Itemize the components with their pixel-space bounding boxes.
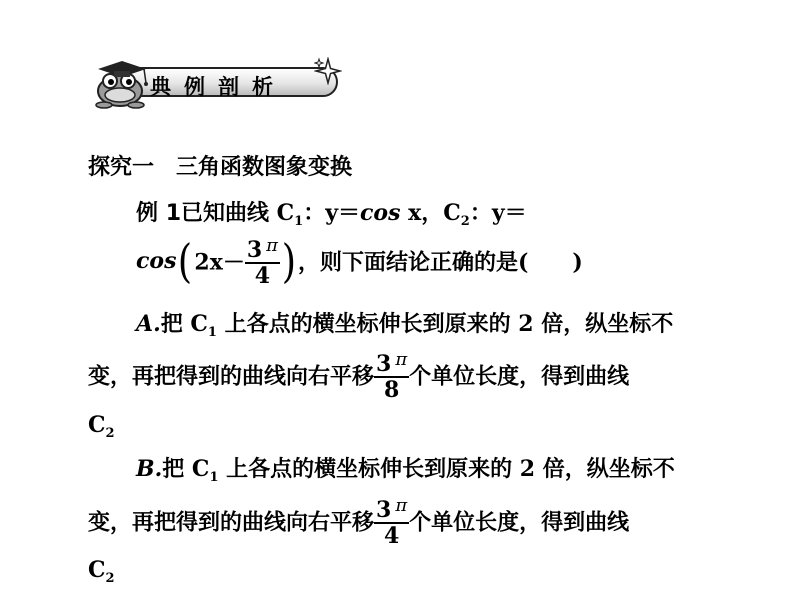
- left-paren: (: [178, 234, 193, 288]
- option-a-frac-den: 8: [383, 377, 400, 403]
- option-b-line-3: [88, 557, 115, 586]
- section-banner: [86, 57, 338, 109]
- c2-rest: ：y＝: [469, 200, 527, 226]
- option-a-pi: π: [395, 349, 408, 370]
- option-b-line-2: [88, 494, 629, 548]
- option-b-frac-num: 3: [376, 497, 392, 523]
- option-a-c2: C: [88, 412, 106, 438]
- c2-subscript: 2: [460, 214, 470, 229]
- option-a-text-1a: 把 C: [160, 311, 208, 337]
- example-number: 1: [165, 201, 181, 226]
- question-tail: ，则下面结论正确的是( ): [297, 249, 583, 276]
- option-b-c1-sub: 1: [209, 470, 219, 485]
- example-line-2: [136, 234, 583, 288]
- graduate-frog-mascot-icon: [86, 57, 156, 109]
- option-b-frac-den: 4: [383, 523, 400, 549]
- section-heading: [88, 150, 352, 181]
- example-intro: 已知曲线 C: [181, 200, 295, 226]
- option-b-text-1b: 上各点的横坐标伸长到原来的 2 倍，纵坐标不: [218, 456, 675, 482]
- option-b-pi: π: [395, 495, 408, 516]
- option-b-line-1: [136, 452, 675, 485]
- option-a-text-2b: 个单位长度，得到曲线: [409, 363, 630, 390]
- option-a-line-1: [136, 307, 673, 340]
- option-a-line-2: [88, 348, 629, 402]
- option-a-c2-sub: 2: [105, 426, 115, 441]
- banner-title: 典例剖析: [150, 74, 286, 99]
- fraction-3pi-over-8: [374, 348, 409, 402]
- option-a-c1-sub: 1: [207, 325, 217, 340]
- example-line-1: [136, 196, 527, 229]
- fraction-3pi-over-4: [245, 234, 280, 288]
- c1-x: x，C: [400, 200, 461, 226]
- inner-expression: 2x－: [194, 249, 245, 276]
- c1-subscript: 1: [294, 214, 304, 229]
- frac-denominator: 4: [254, 263, 271, 289]
- c1-rest: ：y＝: [303, 200, 361, 226]
- fraction-3pi-over-4-b: [374, 494, 409, 548]
- cos-function: cos: [360, 200, 401, 226]
- frac-numerator: 3: [246, 237, 263, 263]
- example-label: 例: [136, 200, 159, 226]
- option-b-text-2a: 变，再把得到的曲线向右平移: [88, 509, 375, 536]
- pi-symbol: π: [266, 235, 279, 256]
- option-a-text-2a: 变，再把得到的曲线向右平移: [88, 363, 375, 390]
- option-a-letter: A.: [136, 311, 161, 337]
- option-a-line-3: [88, 412, 115, 441]
- heading-text: 探究一 三角函数图象变换: [88, 154, 353, 180]
- option-a-text-1b: 上各点的横坐标伸长到原来的 2 倍，纵坐标不: [216, 311, 674, 337]
- cos-function-2: cos: [136, 248, 177, 274]
- option-b-text-1a: 把 C: [162, 456, 210, 482]
- right-paren: ): [281, 234, 297, 288]
- option-b-text-2b: 个单位长度，得到曲线: [409, 509, 630, 536]
- option-b-letter: B.: [136, 456, 163, 482]
- option-b-c2-sub: 2: [105, 571, 115, 586]
- option-a-frac-num: 3: [376, 351, 392, 377]
- option-b-c2: C: [88, 557, 106, 583]
- sparkle-icon: [314, 57, 342, 85]
